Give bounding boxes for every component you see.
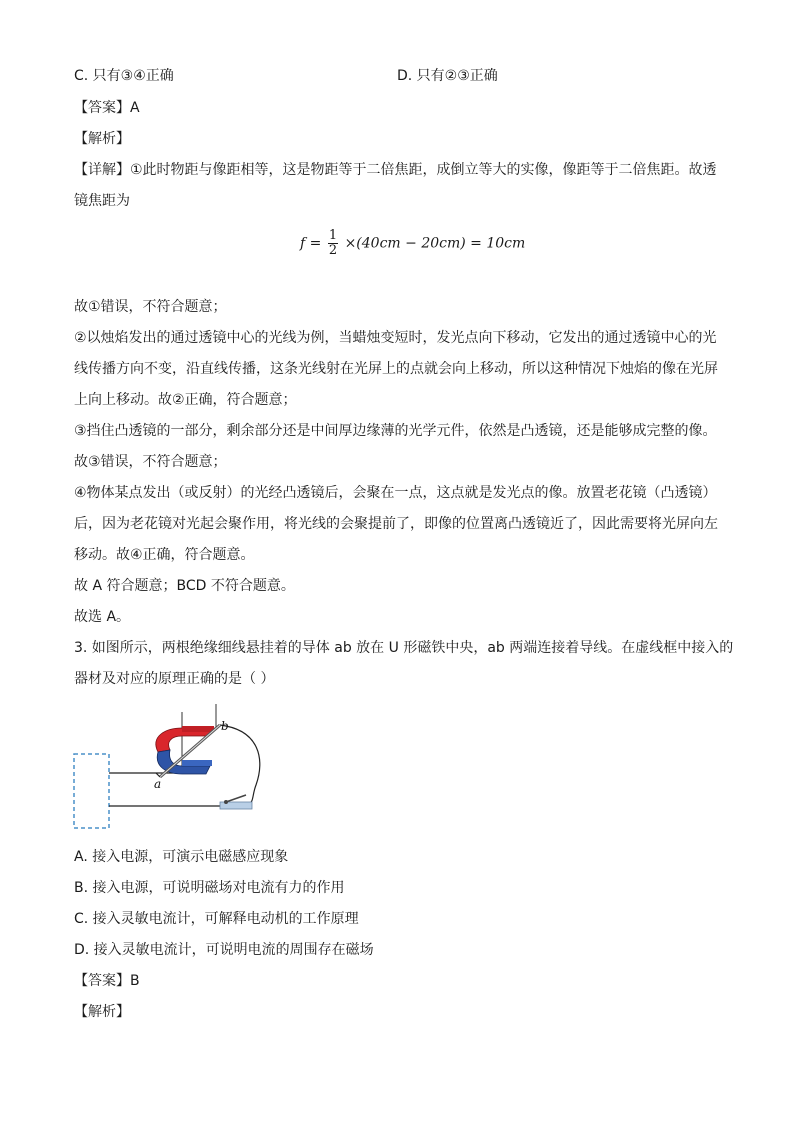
fraction-denominator: 2 xyxy=(328,243,338,258)
wire-right xyxy=(220,725,260,804)
q3-option-a: A. 接入电源，可演示电磁感应现象 xyxy=(74,849,289,865)
detail-line-2: 镜焦距为 xyxy=(74,193,130,209)
conclusion: 故 A 符合题意；BCD 不符合题意。 xyxy=(74,578,295,594)
paragraph-3-line-1: ③挡住凸透镜的一部分，剩余部分还是中间厚边缘薄的光学元件，依然是凸透镜，还是能够成完整的像。 xyxy=(74,423,717,439)
analysis-q2: 【解析】 xyxy=(74,131,130,147)
formula-expression: ×(40cm − 20cm) = 10cm xyxy=(344,235,526,252)
question-3-stem-line-1: 3. 如图所示，两根绝缘细线悬挂着的导体 ab 放在 U 形磁铁中央，ab 两端连接着导线。在虚线框中接入的 xyxy=(74,640,734,656)
q3-option-c: C. 接入灵敏电流计，可解释电动机的工作原理 xyxy=(74,911,359,927)
q3-option-d: D. 接入灵敏电流计，可说明电流的周围存在磁场 xyxy=(74,942,374,958)
paragraph-2-line-2: 线传播方向不变，沿直线传播，这条光线射在光屏上的点就会向上移动，所以这种情况下烛焰的像在光屏 xyxy=(74,361,718,377)
magnet-north-face xyxy=(182,726,214,732)
label-b: b xyxy=(221,719,229,733)
analysis-q3: 【解析】 xyxy=(74,1004,130,1020)
paragraph-3-line-2: 故③错误，不符合题意； xyxy=(74,454,227,470)
label-a: a xyxy=(154,777,162,791)
q3-option-b: B. 接入电源，可说明磁场对电流有力的作用 xyxy=(74,880,345,896)
paragraph-4-line-1: ④物体某点发出（或反射）的光经凸透镜后，会聚在一点，这点就是发光点的像。放置老花镜（凸透镜） xyxy=(74,485,717,501)
option-d-prev: D. 只有②③正确 xyxy=(397,68,498,84)
paragraph-1: 故①错误，不符合题意； xyxy=(74,299,227,315)
switch-lever xyxy=(226,795,246,802)
question-3-stem-line-2: 器材及对应的原理正确的是（ ） xyxy=(74,671,275,687)
formula-fraction xyxy=(328,229,338,258)
switch-pivot xyxy=(224,800,228,804)
magnet-south-face xyxy=(182,760,212,766)
formula-lhs: f xyxy=(300,235,306,252)
dashed-box xyxy=(74,754,109,828)
answer-q2: 【答案】A xyxy=(74,100,140,116)
formula-eq: = xyxy=(309,235,322,252)
choose-answer: 故选 A。 xyxy=(74,609,131,625)
option-c-prev: C. 只有③④正确 xyxy=(74,68,174,84)
paragraph-2-line-1: ②以烛焰发出的通过透镜中心的光线为例，当蜡烛变短时，发光点向下移动，它发出的通过透镜中心的光 xyxy=(74,330,717,346)
detail-line-1: 【详解】①此时物距与像距相等，这是物距等于二倍焦距，成倒立等大的实像，像距等于二倍焦距。故透 xyxy=(74,162,717,178)
paragraph-4-line-3: 移动。故④正确，符合题意。 xyxy=(74,547,255,563)
fraction-numerator: 1 xyxy=(328,228,338,243)
paragraph-2-line-3: 上向上移动。故②正确，符合题意； xyxy=(74,392,297,408)
paragraph-4-line-2: 后，因为老花镜对光起会聚作用，将光线的会聚提前了，即像的位置离凸透镜近了，因此需要将光屏向左 xyxy=(74,516,718,532)
focal-length-formula xyxy=(300,229,525,258)
answer-q3: 【答案】B xyxy=(74,973,140,989)
magnet-circuit-figure xyxy=(70,700,270,835)
